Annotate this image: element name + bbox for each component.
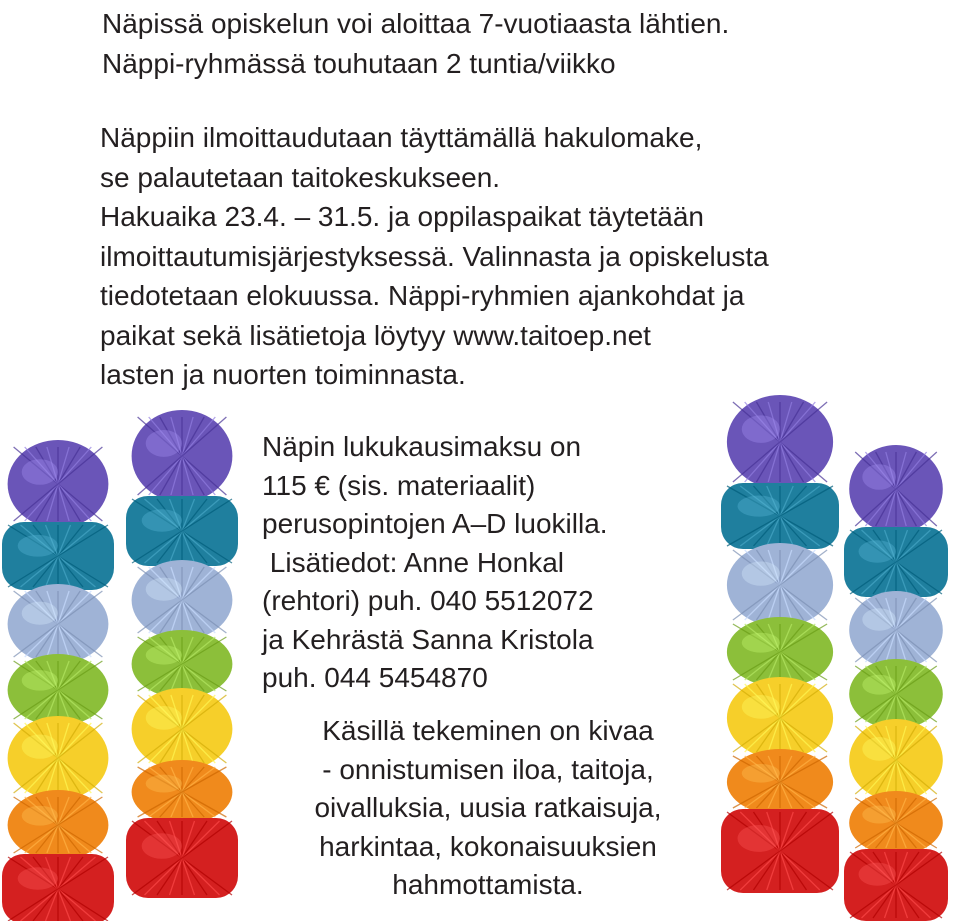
yarn-ball-yellow xyxy=(132,688,233,770)
yarn-ball-green xyxy=(132,630,233,698)
motto xyxy=(284,712,692,905)
yarn-stack-right-inner xyxy=(718,395,848,921)
yarn-stack-left-inner xyxy=(120,410,250,921)
fee-line: Lisätiedot: Anne Honkal xyxy=(262,546,564,578)
motto-line: hahmottamista. xyxy=(392,869,584,900)
paragraph-line: se palautetaan taitokeskukseen. xyxy=(100,161,501,193)
yarn-ball-red xyxy=(126,818,238,898)
yarn-ball-green xyxy=(8,654,109,726)
paragraph-line: tiedotetaan elokuussa. Näppi-ryhmien ajankohdat ja xyxy=(100,280,745,311)
yarn-ball-light_blue xyxy=(727,543,833,627)
paragraph-line: Näppiin ilmoittaudutaan täyttämällä hakulomake, xyxy=(100,122,703,153)
yarn-ball-purple xyxy=(727,395,833,489)
yarn-ball-light_blue xyxy=(849,591,943,669)
yarn-ball-teal xyxy=(126,496,238,566)
yarn-ball-orange xyxy=(8,790,109,860)
intro-line: Näpissä opiskelun voi aloittaa 7-vuotiaasta lähtien. xyxy=(102,8,730,39)
motto-line: - onnistumisen iloa, taitoja, xyxy=(322,753,654,785)
fee-line: Näpin lukukausimaksu on xyxy=(262,431,582,462)
motto-line: oivalluksia, uusia ratkaisuja, xyxy=(314,792,662,823)
fee-info xyxy=(262,428,608,698)
yarn-ball-teal xyxy=(844,527,948,597)
intro-line: Näppi-ryhmässä touhutaan 2 tuntia/viikko xyxy=(102,48,616,79)
fee-line: 115 € (sis. materiaalit) xyxy=(262,469,536,501)
yarn-stack-right-outer xyxy=(836,445,960,921)
yarn-ball-orange xyxy=(727,749,833,815)
fee-line: perusopintojen A–D luokilla. xyxy=(262,508,608,539)
paragraph-line: ilmoittautumisjärjestyksessä. Valinnasta ja opiskelusta xyxy=(100,240,769,272)
yarn-ball-light_blue xyxy=(132,560,233,640)
yarn-ball-purple xyxy=(132,410,233,502)
paragraph-line: paikat sekä lisätietoja löytyy www.taitoep.net xyxy=(100,319,651,351)
yarn-ball-green xyxy=(727,617,833,687)
motto-line: Käsillä tekeminen on kivaa xyxy=(322,715,654,746)
yarn-ball-green xyxy=(849,659,943,729)
yarn-ball-red xyxy=(2,854,114,921)
application-paragraph xyxy=(100,118,769,395)
fee-line: (rehtori) puh. 040 5512072 xyxy=(262,585,594,616)
yarn-ball-orange xyxy=(132,760,233,824)
yarn-stack-left-outer xyxy=(0,440,130,921)
fee-line: ja Kehrästä Sanna Kristola xyxy=(262,623,594,655)
yarn-ball-teal xyxy=(721,483,839,549)
yarn-ball-light_blue xyxy=(8,584,109,664)
yarn-ball-teal xyxy=(2,522,114,590)
paragraph-line: lasten ja nuorten toiminnasta. xyxy=(100,359,466,390)
yarn-ball-yellow xyxy=(8,716,109,800)
fee-line: puh. 044 5454870 xyxy=(262,662,488,693)
yarn-ball-yellow xyxy=(727,677,833,759)
yarn-ball-red xyxy=(844,849,948,921)
yarn-ball-purple xyxy=(8,440,109,528)
yarn-ball-purple xyxy=(849,445,943,533)
yarn-ball-yellow xyxy=(849,719,943,801)
intro-text xyxy=(102,4,729,84)
paragraph-line: Hakuaika 23.4. – 31.5. ja oppilaspaikat täytetään xyxy=(100,201,704,232)
yarn-ball-orange xyxy=(849,791,943,855)
yarn-ball-red xyxy=(721,809,839,893)
motto-line: harkintaa, kokonaisuuksien xyxy=(319,830,657,862)
